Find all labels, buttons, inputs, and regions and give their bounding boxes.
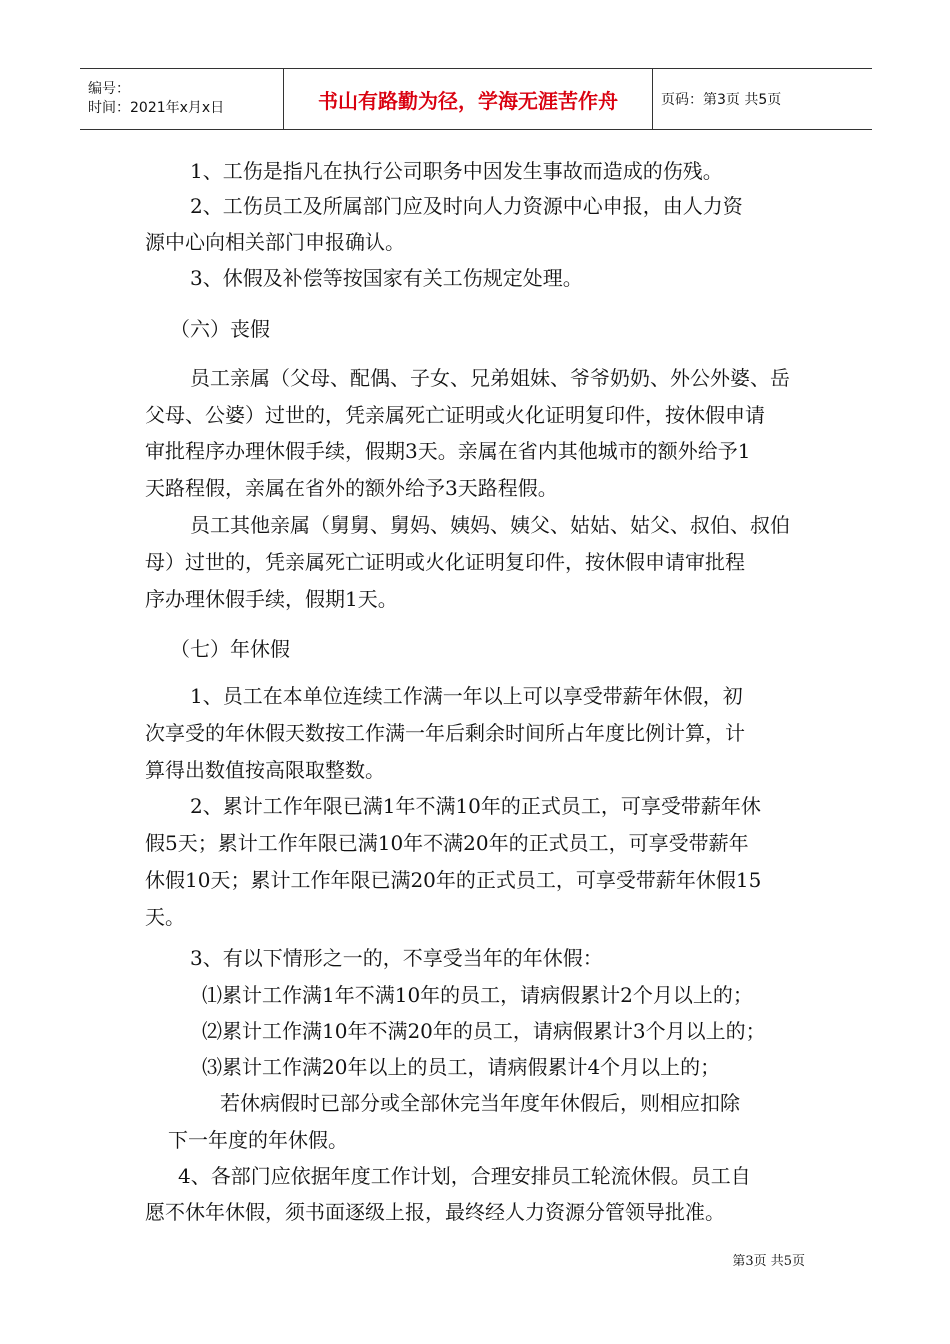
body-line: 员工其他亲属（舅舅、舅妈、姨妈、姨父、姑姑、姑父、叔伯、叔伯 xyxy=(190,513,790,537)
document-time-label: 时间：2021年x月x日 xyxy=(88,100,225,116)
body-line: 母）过世的，凭亲属死亡证明或火化证明复印件，按休假申请审批程 xyxy=(145,550,745,574)
body-line: 算得出数值按高限取整数。 xyxy=(145,758,385,782)
body-line: 序办理休假手续，假期1天。 xyxy=(145,587,398,611)
header-motto: 书山有路勤为径，学海无涯苦作舟 xyxy=(283,69,653,129)
body-line: 父母、公婆）过世的，凭亲属死亡证明或火化证明复印件，按休假申请 xyxy=(145,403,765,427)
body-line: 下一年度的年休假。 xyxy=(168,1128,348,1152)
page-header xyxy=(80,68,872,130)
document-number-label: 编号： xyxy=(88,81,130,97)
body-line: 天。 xyxy=(145,905,185,929)
page-footer: 第3页 共5页 xyxy=(732,1254,805,1269)
list-item: ⑴累计工作满1年不满10年的员工，请病假累计2个月以上的； xyxy=(202,983,753,1007)
body-line: 休假10天；累计工作年限已满20年的正式员工，可享受带薪年休假15 xyxy=(145,868,762,892)
body-line: 源中心向相关部门申报确认。 xyxy=(145,230,405,254)
body-line: 1、工伤是指凡在执行公司职务中因发生事故而造成的伤残。 xyxy=(190,159,723,183)
body-line: 若休病假时已部分或全部休完当年度年休假后，则相应扣除 xyxy=(220,1091,740,1115)
body-line: 假5天；累计工作年限已满10年不满20年的正式员工，可享受带薪年 xyxy=(145,831,749,855)
header-meta xyxy=(80,69,283,129)
body-line: 3、有以下情形之一的，不享受当年的年休假： xyxy=(190,946,603,970)
list-item: ⑵累计工作满10年不满20年的员工，请病假累计3个月以上的； xyxy=(202,1019,766,1043)
body-line: 2、累计工作年限已满1年不满10年的正式员工，可享受带薪年休 xyxy=(190,794,761,818)
body-line: 1、员工在本单位连续工作满一年以上可以享受带薪年休假，初 xyxy=(190,684,743,708)
body-line: 3、休假及补偿等按国家有关工伤规定处理。 xyxy=(190,266,583,290)
body-line: 2、工伤员工及所属部门应及时向人力资源中心申报，由人力资 xyxy=(190,194,743,218)
body-line: 审批程序办理休假手续，假期3天。亲属在省内其他城市的额外给予1 xyxy=(145,439,751,463)
body-line: 4、各部门应依据年度工作计划，合理安排员工轮流休假。员工自 xyxy=(178,1164,751,1188)
list-item: ⑶累计工作满20年以上的员工，请病假累计4个月以上的； xyxy=(202,1055,721,1079)
body-line: 愿不休年休假，须书面逐级上报，最终经人力资源分管领导批准。 xyxy=(145,1200,725,1224)
body-line: 员工亲属（父母、配偶、子女、兄弟姐妹、爷爷奶奶、外公外婆、岳 xyxy=(190,366,790,390)
section-heading: （六）丧假 xyxy=(170,317,270,341)
body-line: 次享受的年休假天数按工作满一年后剩余时间所占年度比例计算，计 xyxy=(145,721,745,745)
header-page-label: 页码：第3页 共5页 xyxy=(661,92,782,108)
body-line: 天路程假，亲属在省外的额外给予3天路程假。 xyxy=(145,476,558,500)
section-heading: （七）年休假 xyxy=(170,637,290,661)
